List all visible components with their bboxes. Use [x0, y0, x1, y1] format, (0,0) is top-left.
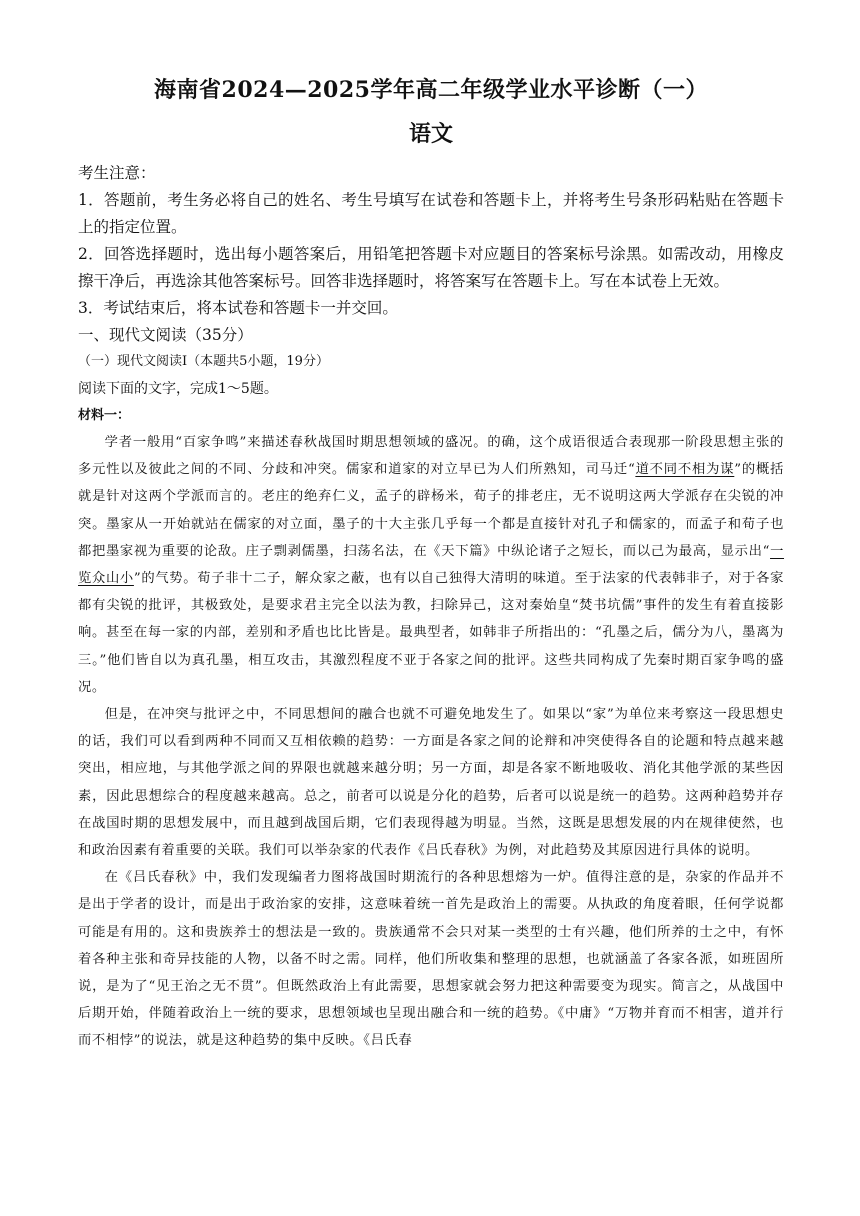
notice-item-3: 3．考试结束后，将本试卷和答题卡一并交回。 — [78, 299, 398, 317]
paragraph-text: 学者一般用“百家争鸣”来描述春秋战国时期思想领域的盛况。的确，这个成语很适合表现那一阶段思想主张的多元性以及彼此之间的不同、分歧和冲突。儒家和道家的对立早已为人们所熟知，司马迁“ — [78, 435, 784, 478]
page-title: 海南省2024—2025学年高二年级学业水平诊断（一） — [154, 77, 708, 103]
reading-instruction: 阅读下面的文字，完成1～5题。 — [78, 381, 278, 397]
underlined-phrase: 道不同不相为谋 — [635, 462, 735, 478]
subject-title: 语文 — [408, 121, 453, 147]
notice-item-1: 1．答题前，考生务必将自己的姓名、考生号填写在试卷和答题卡上，并将考生号条形码粘贴在答题卡上的指定位置。 — [78, 191, 784, 236]
exam-page — [78, 70, 784, 1055]
paragraph-text: ”的气势。荀子非十二子，解众家之蔽，也有以自己独得大清明的味道。至于法家的代表韩非子，对于各家都有尖锐的批评，其极致处，是要求君主完全以法为教，扫除异己，这对秦始皇“焚书坑儒”事件的发生有着直接影响。甚至在每一家的内部，差别和矛盾也比比皆是。最典型者，如韩非子所指出的：“孔墨之后，儒分为八，墨离为三。”他们皆自以为真孔墨，相互攻击，其激烈程度不亚于各家之间的批评。这些共同构成了先秦时期百家争鸣的盛况。 — [78, 571, 784, 695]
material-paragraph-1 — [78, 429, 784, 701]
sub-section-heading: （一）现代文阅读Ⅰ（本题共5小题，19分） — [78, 354, 329, 369]
material-paragraph-2: 但是，在冲突与批评之中，不同思想间的融合也就不可避免地发生了。如果以“家”为单位来考察这一段思想史的话，我们可以看到两种不同而又互相依赖的趋势：一方面是各家之间的论辩和冲突使得各自的论题和特点越来越突出，相应地，与其他学派之间的界限也就越来越分明；另一方面，却是各家不断地吸收、消化其他学派的某些因素，因此思想综合的程度越来越高。总之，前者可以说是分化的趋势，后者可以说是统一的趋势。这两种趋势并存在战国时期的思想发展中，而且越到战国后期，它们表现得越为明显。当然，这既是思想发展的内在规律使然，也和政治因素有着重要的关联。我们可以举杂家的代表作《吕氏春秋》为例，对此趋势及其原因进行具体的说明。 — [78, 707, 784, 859]
section-heading: 一、现代文阅读（35分） — [78, 326, 253, 344]
notice-item-2: 2．回答选择题时，选出每小题答案后，用铅笔把答题卡对应题目的答案标号涂黑。如需改动，用橡皮擦干净后，再选涂其他答案标号。回答非选择题时，将答案写在答题卡上。写在本试卷上无效。 — [78, 245, 784, 290]
notice-block — [78, 160, 784, 322]
material-label: 材料一： — [78, 408, 131, 423]
paragraph-text: ”的概括就是针对这两个学派而言的。老庄的绝弃仁义，孟子的辟杨米，荀子的排老庄，无不说明这两大学派存在尖锐的冲突。墨家从一开始就站在儒家的对立面，墨子的十大主张几乎每一个都是直接针对孔子和儒家的，而孟子和荀子也都把墨家视为重要的论敌。庄子剽剥儒墨，扫荡名法，在《天下篇》中纵论诸子之短长，而以己为最高，显示出“ — [78, 462, 785, 559]
material-paragraph-3: 在《吕氏春秋》中，我们发现编者力图将战国时期流行的各种思想熔为一炉。值得注意的是，杂家的作品并不是出于学者的设计，而是出于政治家的安排，这意味着统一首先是政治上的需要。从执政的角度着眼，任何学说都可能是有用的。这和贵族养士的想法是一致的。贵族通常不会只对某一类型的士有兴趣，他们所养的士之中，有怀着各种主张和奇异技能的人物，以备不时之需。同样，他们所收集和整理的思想，也就涵盖了各家各派，如班固所说，是为了“见王治之无不贯”。但既然政治上有此需要，思想家就会努力把这种需要变为现实。简言之，从战国中后期开始，伴随着政治上一统的要求，思想领域也呈现出融合和一统的趋势。《中庸》“万物并育而不相害，道并行而不相悖”的说法，就是这种趋势的集中反映。《吕氏春 — [78, 870, 784, 1049]
underlined-phrase: 一览众山小 — [78, 543, 785, 587]
notice-heading: 考生注意： — [78, 164, 156, 182]
